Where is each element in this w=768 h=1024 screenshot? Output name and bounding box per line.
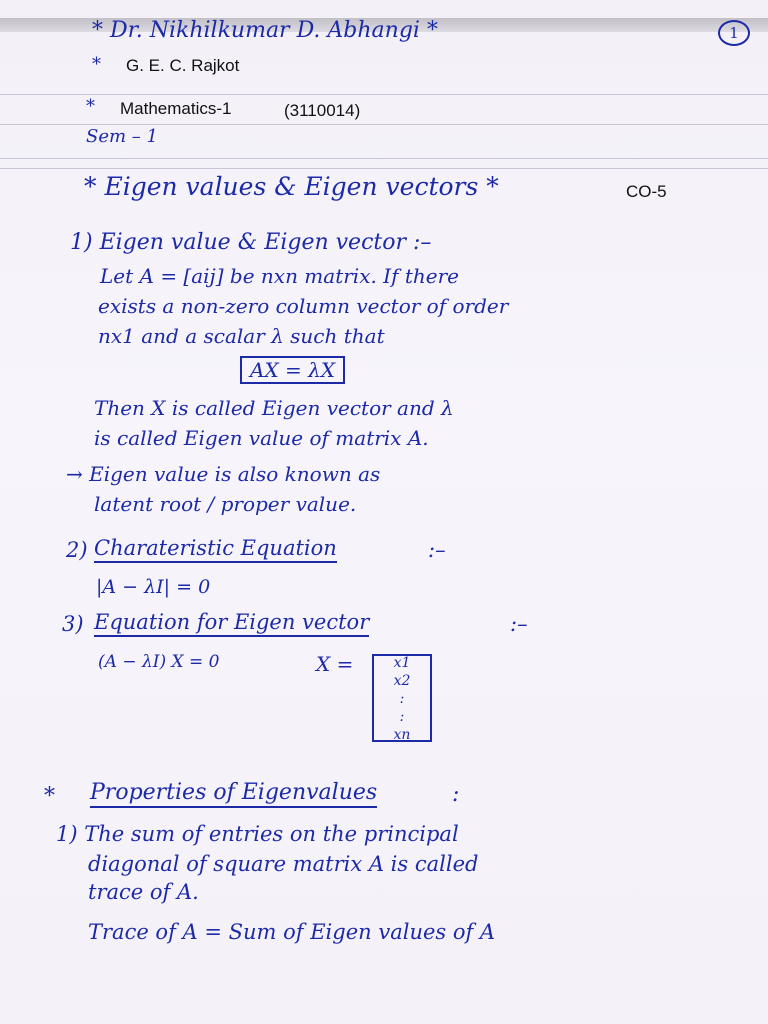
course-outcome-label: CO-5: [626, 182, 667, 201]
conclusion-line-1: Then X is called Eigen vector and λ: [94, 396, 454, 420]
trace-equation: Trace of A = Sum of Eigen values of A: [88, 920, 496, 944]
definition-line-2: exists a non-zero column vector of order: [98, 294, 509, 318]
semester-line: Sem – 1: [86, 126, 158, 147]
properties-heading: Properties of Eigenvalues: [90, 780, 377, 808]
section2-heading: Charateristic Equation: [94, 536, 337, 563]
ruled-line: [0, 168, 768, 169]
x-label: X =: [316, 652, 354, 676]
eigen-equation-box: AX = λX: [240, 356, 345, 384]
property1-line-2: diagonal of square matrix A is called: [88, 852, 479, 876]
conclusion-line-2: is called Eigen value of matrix A.: [94, 426, 429, 450]
author-line: * Dr. Nikhilkumar D. Abhangi *: [92, 18, 438, 43]
section3-heading: Equation for Eigen vector: [94, 610, 369, 637]
vector-entry: :: [399, 709, 405, 725]
ruled-line: [0, 94, 768, 95]
section2-number: 2): [66, 538, 88, 562]
section2-suffix: :–: [428, 538, 446, 562]
eigenvector-equation: (A − λI) X = 0: [98, 652, 220, 672]
properties-star: *: [44, 784, 55, 809]
page-number-circle: 1: [718, 20, 750, 46]
page-title: * Eigen values & Eigen vectors *: [84, 172, 499, 201]
definition-line-3: nx1 and a scalar λ such that: [98, 324, 385, 348]
vector-entry: xn: [393, 727, 411, 743]
property1-line-1: 1) The sum of entries on the principal: [56, 822, 459, 846]
section1-heading: 1) Eigen value & Eigen vector :–: [70, 230, 432, 255]
vector-entry: x1: [393, 655, 411, 671]
ruled-line: [0, 158, 768, 159]
property1-line-3: trace of A.: [88, 880, 199, 904]
properties-suffix: :: [452, 782, 460, 807]
column-vector: [372, 654, 432, 742]
ruled-line: [0, 124, 768, 125]
note-line-2: latent root / proper value.: [94, 492, 357, 516]
characteristic-equation: |A − λI| = 0: [96, 576, 211, 598]
star-bullet: *: [92, 54, 101, 75]
definition-line-1: Let A = [aij] be nxn matrix. If there: [100, 264, 459, 288]
vector-entry: x2: [393, 673, 411, 689]
college-name: G. E. C. Rajkot: [126, 56, 240, 75]
note-line-1: → Eigen value is also known as: [66, 462, 381, 486]
subject-code: (3110014): [284, 101, 361, 120]
star-bullet: *: [86, 96, 95, 117]
section3-suffix: :–: [510, 612, 528, 636]
section3-number: 3): [62, 612, 84, 636]
subject-name: Mathematics-1: [120, 99, 232, 118]
vector-entry: :: [399, 691, 405, 707]
